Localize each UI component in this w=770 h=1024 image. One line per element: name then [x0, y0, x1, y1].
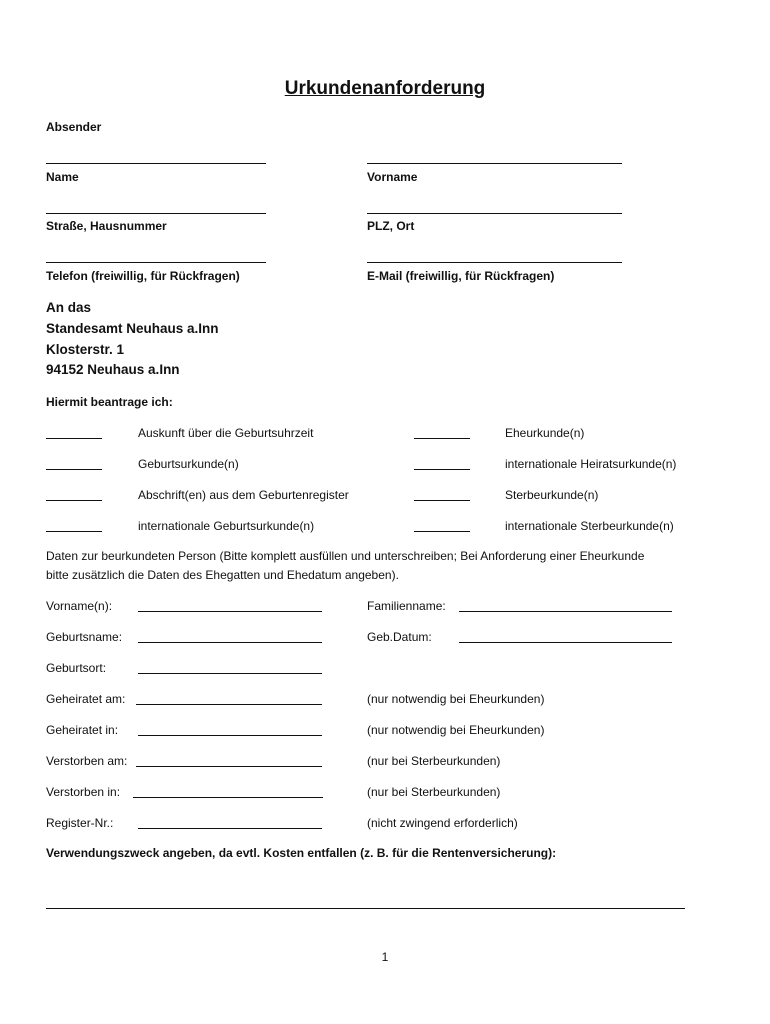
- plz-input-line[interactable]: [367, 213, 622, 214]
- checkbox-line[interactable]: [414, 531, 470, 532]
- recipient-line: An das: [46, 300, 92, 315]
- familienname-field-label: Familienname:: [367, 599, 446, 613]
- checkbox-line[interactable]: [46, 469, 102, 470]
- option-label: Sterbeurkunde(n): [505, 488, 599, 502]
- email-label: E-Mail (freiwillig, für Rückfragen): [367, 269, 555, 283]
- checkbox-line[interactable]: [414, 500, 470, 501]
- geburtsort-field-label: Geburtsort:: [46, 661, 107, 675]
- register-nr-field[interactable]: [138, 828, 322, 829]
- name-input-line[interactable]: [46, 163, 266, 164]
- option-label: internationale Sterbeurkunde(n): [505, 519, 674, 533]
- verstorben-am-field[interactable]: [136, 766, 322, 767]
- checkbox-line[interactable]: [46, 500, 102, 501]
- familienname-field[interactable]: [459, 611, 672, 612]
- verstorben-am-field-label: Verstorben am:: [46, 754, 128, 768]
- vorname-label: Vorname: [367, 170, 418, 184]
- vorname-field-label: Vorname(n):: [46, 599, 113, 613]
- field-note: (nur notwendig bei Eheurkunden): [367, 723, 545, 737]
- geheiratet-am-field-label: Geheiratet am:: [46, 692, 126, 706]
- request-heading: Hiermit beantrage ich:: [46, 395, 173, 409]
- checkbox-line[interactable]: [46, 531, 102, 532]
- checkbox-line[interactable]: [414, 438, 470, 439]
- person-intro: Daten zur beurkundeten Person (Bitte komplett ausfüllen und unterschreiben; Bei Anforderung einer Eheurkunde: [46, 549, 645, 563]
- checkbox-line[interactable]: [46, 438, 102, 439]
- geburtsort-field[interactable]: [138, 673, 322, 674]
- verstorben-in-field[interactable]: [133, 797, 323, 798]
- document-title: Urkundenanforderung: [284, 78, 486, 99]
- gebdatum-field[interactable]: [459, 642, 672, 643]
- sender-heading: Absender: [46, 120, 102, 134]
- field-note: (nur notwendig bei Eheurkunden): [367, 692, 545, 706]
- email-input-line[interactable]: [367, 262, 622, 263]
- name-label: Name: [46, 170, 79, 184]
- register-nr-field-label: Register-Nr.:: [46, 816, 114, 830]
- purpose-label: Verwendungszweck angeben, da evtl. Kosten entfallen (z. B. für die Rentenversicherung):: [46, 846, 557, 860]
- field-note: (nur bei Sterbeurkunden): [367, 754, 501, 768]
- option-label: Abschrift(en) aus dem Geburtenregister: [138, 488, 349, 502]
- option-label: internationale Geburtsurkunde(n): [138, 519, 315, 533]
- option-label: Eheurkunde(n): [505, 426, 585, 440]
- person-intro: bitte zusätzlich die Daten des Ehegatten und Ehedatum angeben).: [46, 568, 399, 582]
- vorname-field[interactable]: [138, 611, 322, 612]
- vorname-input-line[interactable]: [367, 163, 622, 164]
- checkbox-line[interactable]: [414, 469, 470, 470]
- street-input-line[interactable]: [46, 213, 266, 214]
- geburtsname-field[interactable]: [138, 642, 322, 643]
- gebdatum-field-label: Geb.Datum:: [367, 630, 432, 644]
- option-label: Auskunft über die Geburtsuhrzeit: [138, 426, 314, 440]
- phone-label: Telefon (freiwillig, für Rückfragen): [46, 269, 240, 283]
- recipient-city: 94152 Neuhaus a.Inn: [46, 362, 180, 377]
- geheiratet-in-field[interactable]: [138, 735, 322, 736]
- geheiratet-in-field-label: Geheiratet in:: [46, 723, 119, 737]
- field-note: (nicht zwingend erforderlich): [367, 816, 518, 830]
- field-note: (nur bei Sterbeurkunden): [367, 785, 501, 799]
- recipient-street: Klosterstr. 1: [46, 342, 125, 357]
- option-label: Geburtsurkunde(n): [138, 457, 239, 471]
- geburtsname-field-label: Geburtsname:: [46, 630, 123, 644]
- geheiratet-am-field[interactable]: [136, 704, 322, 705]
- phone-input-line[interactable]: [46, 262, 266, 263]
- page-number: 1: [381, 950, 389, 964]
- street-label: Straße, Hausnummer: [46, 219, 167, 233]
- purpose-field[interactable]: [46, 908, 685, 909]
- option-label: internationale Heiratsurkunde(n): [505, 457, 677, 471]
- verstorben-in-field-label: Verstorben in:: [46, 785, 121, 799]
- recipient-office: Standesamt Neuhaus a.Inn: [46, 321, 219, 336]
- plz-label: PLZ, Ort: [367, 219, 415, 233]
